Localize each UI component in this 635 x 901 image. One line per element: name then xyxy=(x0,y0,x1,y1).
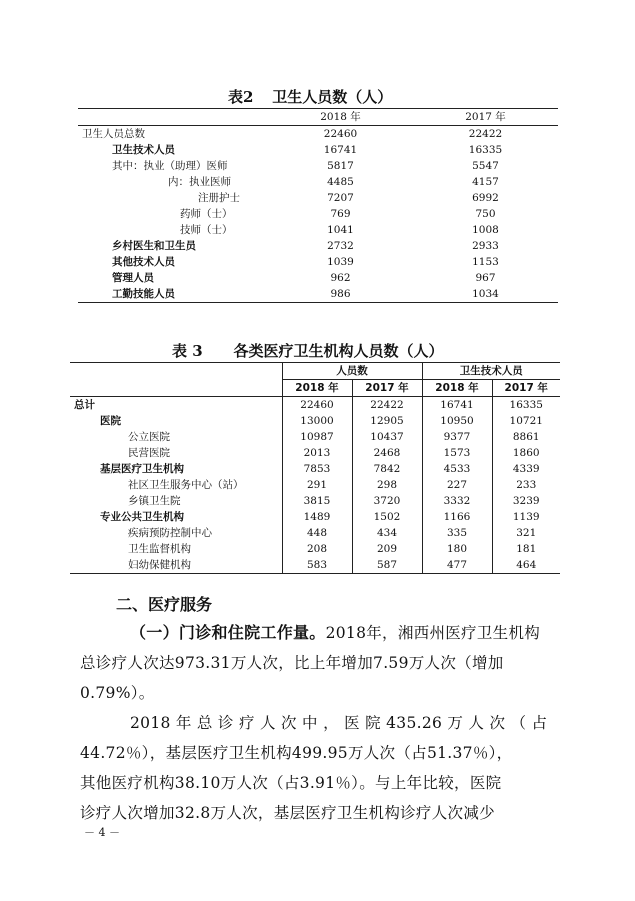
page-number: － 4 － xyxy=(84,826,120,839)
paragraph-line: 其他医疗机构38.10万人次（占3.91％）。与上年比较，医院 xyxy=(80,774,502,792)
table-row xyxy=(78,286,558,303)
table-row xyxy=(70,541,560,557)
cell: 1860 xyxy=(492,445,560,461)
paragraph-line: 2018 年 总 诊 疗 人 次 中 ， 医 院 435.26 万 人 次 （ 占 xyxy=(130,714,548,732)
table3-sub-2018: 2018 年 xyxy=(282,380,352,397)
cell: 335 xyxy=(422,525,492,541)
row-label: 内：执业医师 xyxy=(168,176,231,188)
cell-2018: 2732 xyxy=(327,240,354,252)
row-label: 专业公共卫生机构 xyxy=(100,511,184,523)
table-row xyxy=(78,270,558,286)
row-label: 乡村医生和卫生员 xyxy=(112,240,196,252)
cell: 587 xyxy=(352,557,422,574)
cell: 298 xyxy=(352,477,422,493)
cell: 208 xyxy=(282,541,352,557)
cell: 464 xyxy=(492,557,560,574)
paragraph-line: 44.72％），基层医疗卫生机构499.95万人次（占51.37％）， xyxy=(80,744,513,762)
cell: 3239 xyxy=(492,493,560,509)
cell-2018: 5817 xyxy=(327,160,354,172)
table-row xyxy=(78,238,558,254)
table3-sub-2017: 2017 年 xyxy=(492,380,560,397)
row-label: 技师（士） xyxy=(180,224,233,236)
table-row xyxy=(70,461,560,477)
cell-2018: 769 xyxy=(330,208,351,220)
table3-sub-2017: 2017 年 xyxy=(352,380,422,397)
cell: 4533 xyxy=(422,461,492,477)
paragraph-line: 总诊疗人次达973.31万人次，比上年增加7.59万人次（增加 xyxy=(80,654,504,672)
cell: 209 xyxy=(352,541,422,557)
cell: 12905 xyxy=(352,413,422,429)
cell: 583 xyxy=(282,557,352,574)
cell-2018: 1039 xyxy=(327,256,354,268)
row-label: 医院 xyxy=(100,415,121,427)
cell: 22460 xyxy=(282,397,352,414)
cell: 321 xyxy=(492,525,560,541)
table-row xyxy=(70,445,560,461)
cell-2017: 16335 xyxy=(468,144,503,156)
table3-group-tech: 卫生技术人员 xyxy=(422,363,560,380)
text-span: 2018年，湘西州医疗卫生机构 xyxy=(325,624,541,642)
body-text xyxy=(80,618,560,828)
table2-title xyxy=(228,86,392,107)
cell: 291 xyxy=(282,477,352,493)
cell: 180 xyxy=(422,541,492,557)
cell: 1139 xyxy=(492,509,560,525)
cell-2017: 1153 xyxy=(472,256,499,268)
cell-2017: 967 xyxy=(475,272,496,284)
cell: 10987 xyxy=(282,429,352,445)
row-label: 卫生技术人员 xyxy=(112,144,175,156)
paragraph-line: 0.79%）。 xyxy=(80,684,155,702)
cell-2018: 22460 xyxy=(323,128,358,140)
row-label: 总计 xyxy=(74,399,95,411)
cell: 4339 xyxy=(492,461,560,477)
table3-sub-header-row xyxy=(70,380,560,397)
row-label: 基层医疗卫生机构 xyxy=(100,463,184,475)
cell: 233 xyxy=(492,477,560,493)
cell: 10437 xyxy=(352,429,422,445)
cell: 1166 xyxy=(422,509,492,525)
cell: 16335 xyxy=(492,397,560,414)
table-row xyxy=(70,397,560,414)
cell-2017: 5547 xyxy=(472,160,499,172)
cell-2017: 750 xyxy=(475,208,496,220)
cell: 181 xyxy=(492,541,560,557)
cell: 10721 xyxy=(492,413,560,429)
cell-2017: 4157 xyxy=(472,176,499,188)
cell: 7853 xyxy=(282,461,352,477)
row-label: 社区卫生服务中心（站） xyxy=(128,479,244,491)
table3-title-text: 各类医疗卫生机构人员数（人） xyxy=(233,342,444,360)
cell-2017: 6992 xyxy=(472,192,499,204)
row-label: 妇幼保健机构 xyxy=(70,557,282,574)
cell-2018: 7207 xyxy=(327,192,354,204)
row-label: 卫生监督机构 xyxy=(128,543,191,555)
cell: 477 xyxy=(422,557,492,574)
table2-title-text: 卫生人员数（人） xyxy=(272,88,393,106)
row-label: 注册护士 xyxy=(198,192,240,204)
cell: 1502 xyxy=(352,509,422,525)
cell: 16741 xyxy=(422,397,492,414)
table3 xyxy=(70,362,560,574)
table-row xyxy=(78,158,558,174)
table3-sub-2018: 2018 年 xyxy=(422,380,492,397)
cell: 22422 xyxy=(352,397,422,414)
table-row xyxy=(78,142,558,158)
table-row xyxy=(70,557,560,574)
cell-2017: 2933 xyxy=(472,240,499,252)
cell: 10950 xyxy=(422,413,492,429)
cell: 1489 xyxy=(282,509,352,525)
table-row xyxy=(70,429,560,445)
table-row xyxy=(70,413,560,429)
table2-col-2018: 2018 年 xyxy=(268,109,413,126)
cell-2018: 986 xyxy=(268,286,413,303)
table-row xyxy=(78,174,558,190)
row-label: 工勤技能人员 xyxy=(78,286,268,303)
row-label: 疾病预防控制中心 xyxy=(128,527,212,539)
row-label: 管理人员 xyxy=(112,272,154,284)
cell-2018: 962 xyxy=(330,272,351,284)
cell: 1573 xyxy=(422,445,492,461)
table-row xyxy=(78,126,558,143)
cell: 448 xyxy=(282,525,352,541)
table-row xyxy=(78,206,558,222)
table-row xyxy=(78,190,558,206)
table-row xyxy=(70,525,560,541)
table2-col-2017: 2017 年 xyxy=(413,109,558,126)
table2 xyxy=(78,108,558,303)
table-row xyxy=(70,493,560,509)
cell-2017: 1008 xyxy=(472,224,499,236)
cell: 13000 xyxy=(282,413,352,429)
sub-heading: （一）门诊和住院工作量。 xyxy=(130,623,326,642)
paragraph-line: 诊疗人次增加32.8万人次，基层医疗卫生机构诊疗人次减少 xyxy=(80,804,495,822)
table-row xyxy=(70,477,560,493)
row-label: 药师（士） xyxy=(180,208,233,220)
cell-2017: 22422 xyxy=(468,128,503,140)
row-label: 公立医院 xyxy=(128,431,170,443)
row-label: 乡镇卫生院 xyxy=(128,495,181,507)
table-row xyxy=(78,222,558,238)
table3-title xyxy=(172,340,443,361)
table2-header-row xyxy=(78,109,558,126)
cell: 9377 xyxy=(422,429,492,445)
cell-2017: 1034 xyxy=(413,286,558,303)
table3-title-number: 表 3 xyxy=(172,342,203,360)
table2-title-number: 表2 xyxy=(228,88,254,106)
cell-2018: 4485 xyxy=(327,176,354,188)
cell: 227 xyxy=(422,477,492,493)
table-row xyxy=(70,509,560,525)
cell: 2468 xyxy=(352,445,422,461)
row-label: 其他技术人员 xyxy=(112,256,175,268)
cell: 3332 xyxy=(422,493,492,509)
cell: 2013 xyxy=(282,445,352,461)
section-heading: 二、医疗服务 xyxy=(116,595,213,614)
cell-2018: 16741 xyxy=(323,144,358,156)
table3-group-staff: 人员数 xyxy=(282,363,422,380)
cell: 3815 xyxy=(282,493,352,509)
paragraph-line xyxy=(80,618,560,648)
row-label: 其中：执业（助理）医师 xyxy=(112,160,228,172)
cell-2018: 1041 xyxy=(327,224,354,236)
row-label: 卫生人员总数 xyxy=(82,128,145,140)
cell: 434 xyxy=(352,525,422,541)
table3-group-header-row xyxy=(70,363,560,380)
table-row xyxy=(78,254,558,270)
cell: 3720 xyxy=(352,493,422,509)
cell: 7842 xyxy=(352,461,422,477)
row-label: 民营医院 xyxy=(128,447,170,459)
cell: 8861 xyxy=(492,429,560,445)
